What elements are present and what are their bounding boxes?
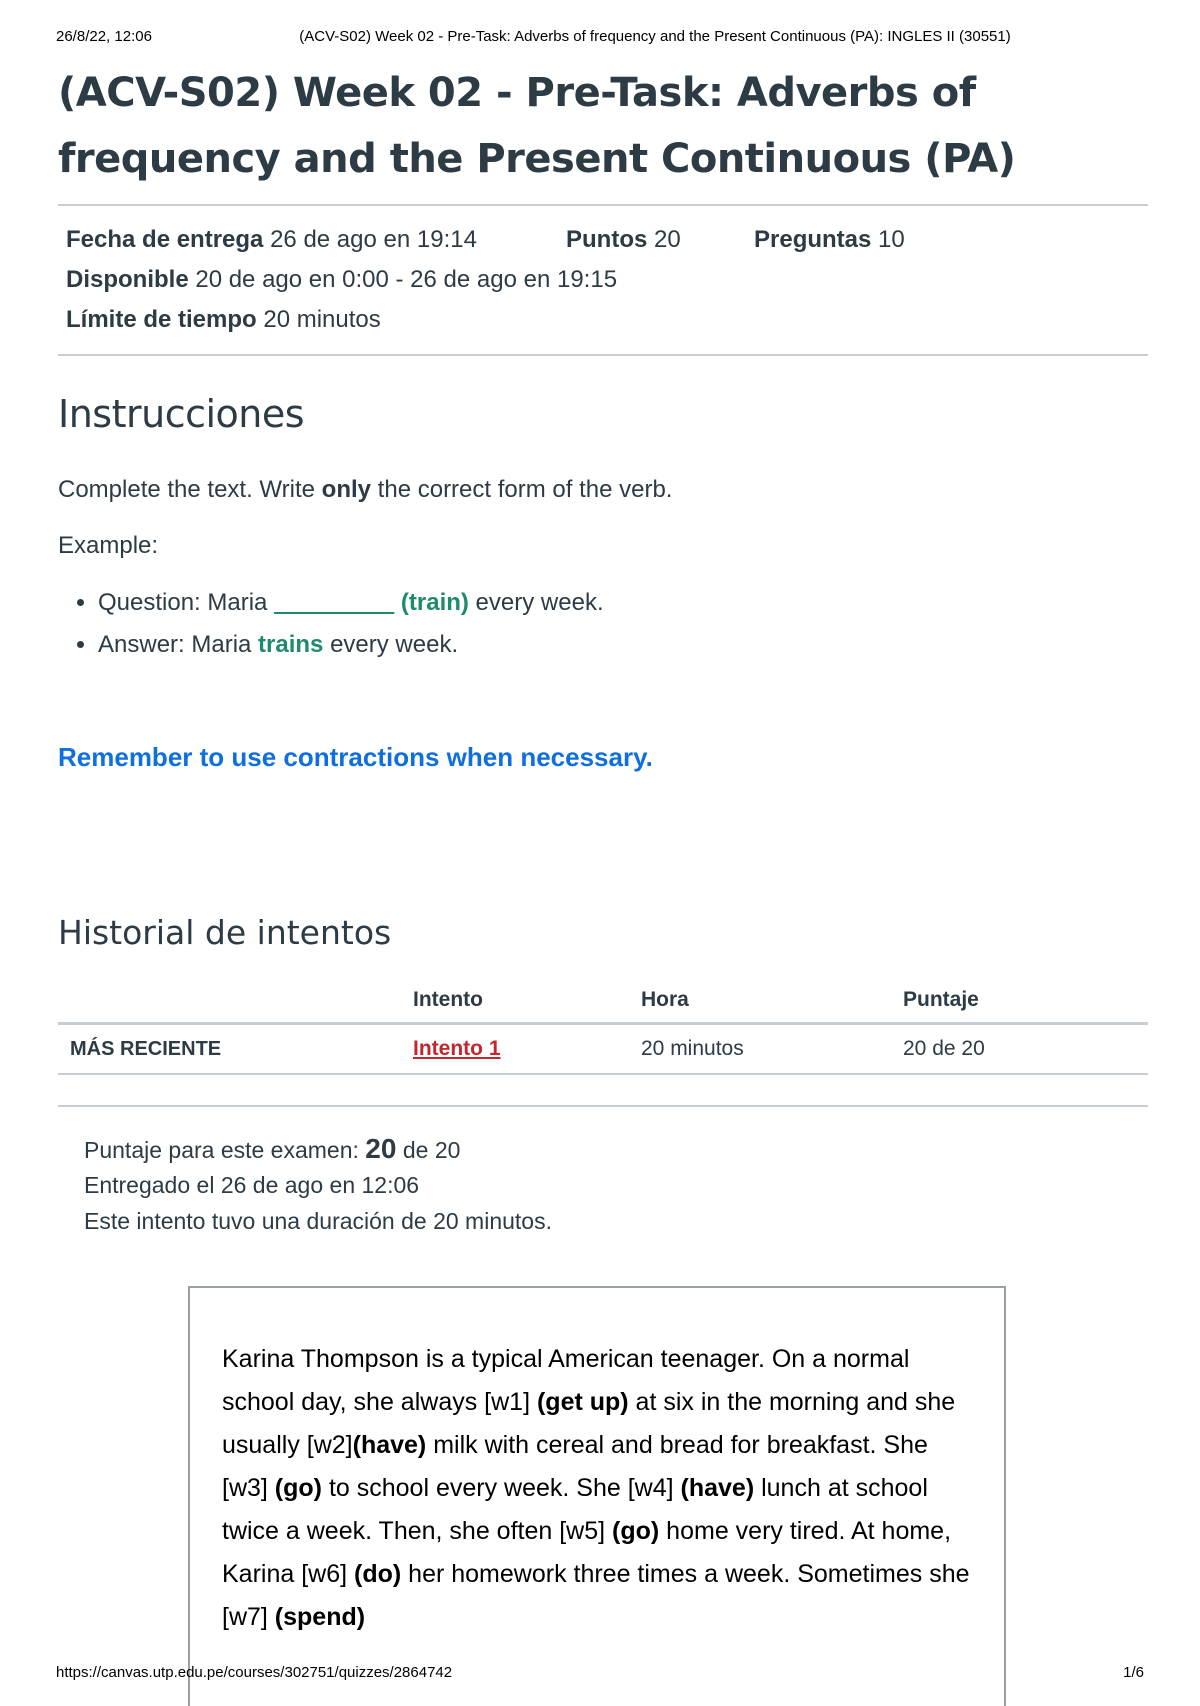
a-verb: trains (258, 631, 324, 658)
q-prefix: Question: Maria (98, 589, 275, 616)
table-row (58, 1024, 1148, 1075)
available-value: 20 de ago en 0:00 - 26 de ago en 19:15 (195, 266, 618, 293)
divider (58, 354, 1148, 356)
attempt-link[interactable]: Intento 1 (413, 1037, 501, 1060)
main-content (58, 60, 1148, 1239)
points (566, 220, 681, 260)
question-text-box (188, 1286, 1006, 1706)
score-value: 20 (365, 1133, 397, 1164)
q-text-part: Karina Thompson is a typical American teenager. On a normal school day, she always [w1] (222, 1345, 910, 1416)
print-url: https://canvas.utp.edu.pe/courses/302751/quizzes/2864742 (56, 1664, 453, 1681)
due-value: 26 de ago en 19:14 (270, 226, 477, 253)
a-prefix: Answer: Maria (98, 631, 259, 658)
col-header-attempt: Intento (413, 978, 641, 1024)
print-document-title: (ACV-S02) Week 02 - Pre-Task: Adverbs of frequency and the Present Continuous (PA): INGLES II (30551) (299, 28, 1011, 45)
example-list (58, 582, 1148, 666)
time-limit-value: 20 minutos (263, 306, 381, 333)
q-text-part: at six in the morning and she usually [w2] (222, 1388, 956, 1459)
due-date (66, 220, 477, 260)
print-footer (56, 1664, 1144, 1684)
q-blank: _________ (274, 589, 395, 616)
contractions-reminder: Remember to use contractions when necessary. (58, 742, 653, 772)
instr-suffix: the correct form of the verb. (371, 476, 673, 503)
q-verb-hint: (go) (612, 1517, 660, 1545)
page-counter: 1/6 (1123, 1664, 1144, 1681)
col-header-blank (58, 978, 413, 1024)
divider (58, 1105, 1148, 1107)
score-cell: 20 de 20 (903, 1024, 1148, 1075)
submitted-line: Entregado el 26 de ago en 12:06 (84, 1172, 420, 1198)
q-verb-hint: (have) (680, 1474, 755, 1502)
duration-line: Este intento tuvo una duración de 20 minutos. (84, 1208, 552, 1234)
q-verb-hint: (get up) (536, 1388, 629, 1416)
q-verb: (train) (400, 589, 469, 616)
meta-row-2 (66, 260, 1140, 300)
meta-row-1 (66, 220, 1140, 260)
available-label: Disponible (66, 266, 189, 293)
q-verb-hint: (spend) (274, 1603, 366, 1631)
q-text-part: to school every week. She [w4] (322, 1474, 681, 1502)
instr-prefix: Complete the text. Write (58, 476, 322, 503)
score-prefix: Puntaje para este examen: (84, 1137, 366, 1163)
example-answer (98, 624, 1148, 666)
points-value: 20 (654, 226, 681, 253)
q-text-part: lunch at school twice a week. Then, she often [w5] (222, 1474, 928, 1545)
score-line (84, 1131, 1148, 1167)
points-label: Puntos (566, 226, 648, 253)
example-question (98, 582, 1148, 624)
q-text-part: home very tired. At home, Karina [w6] (222, 1517, 952, 1588)
time-limit-label: Límite de tiempo (66, 306, 257, 333)
score-summary (58, 1131, 1148, 1239)
attempt-history-table (58, 978, 1148, 1075)
q-verb-hint: (have) (352, 1431, 427, 1459)
time-cell: 20 minutos (641, 1024, 903, 1075)
print-date: 26/8/22, 12:06 (56, 28, 152, 45)
time-limit (66, 300, 381, 340)
meta-row-3 (66, 300, 1140, 340)
a-suffix: every week. (323, 631, 459, 658)
q-verb-hint: (go) (274, 1474, 322, 1502)
quiz-details (58, 206, 1148, 354)
questions (754, 220, 905, 260)
instr-bold: only (321, 476, 372, 503)
q-suffix: every week. (468, 589, 604, 616)
instructions-heading: Instrucciones (58, 392, 305, 436)
table-header-row (58, 978, 1148, 1024)
attempt-history-heading: Historial de intentos (58, 913, 392, 952)
instructions-text (58, 476, 1148, 504)
q-text-part: her homework three times a week. Sometimes she [w7] (222, 1560, 970, 1631)
latest-label: MÁS RECIENTE (58, 1024, 413, 1075)
attempt-cell (413, 1024, 641, 1075)
print-header (56, 28, 1144, 48)
col-header-time: Hora (641, 978, 903, 1024)
page-title: (ACV-S02) Week 02 - Pre-Task: Adverbs of frequency and the Present Continuous (PA) (58, 70, 1016, 182)
questions-value: 10 (878, 226, 905, 253)
q-verb-hint: (do) (354, 1560, 402, 1588)
availability (66, 260, 617, 300)
questions-label: Preguntas (754, 226, 872, 253)
example-label: Example: (58, 532, 159, 559)
score-suffix: de 20 (396, 1137, 461, 1163)
q-text-part: milk with cereal and bread for breakfast. She [w3] (222, 1431, 928, 1502)
col-header-score: Puntaje (903, 978, 1148, 1024)
due-label: Fecha de entrega (66, 226, 264, 253)
